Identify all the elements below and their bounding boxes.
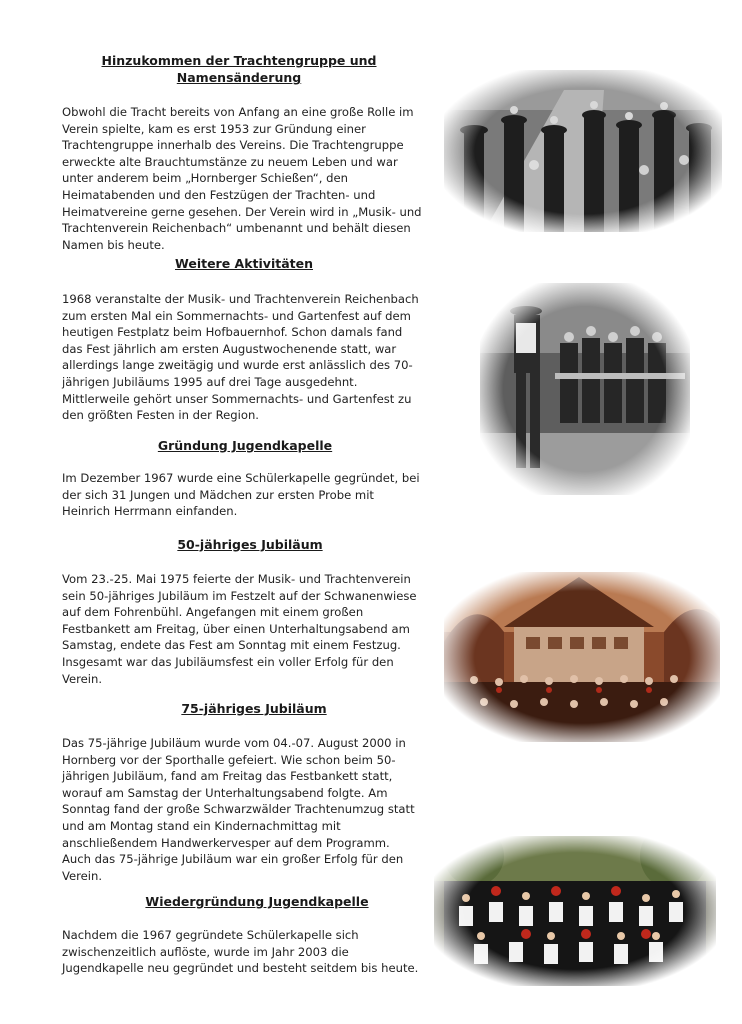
heading-75-jubilaeum: 75-jähriges Jubiläum: [181, 701, 327, 716]
paragraph-75-jubilaeum: Das 75-jährige Jubiläum wurde vom 04.-07. August 2000 in Hornberg vor der Sporthalle gefeiert. Wie schon beim 50-jährigen Jubiläum, fand am Freitag das Festbankett statt, worauf am Samstag der Unterhaltungsabend folgte. Am Sonntag fand der große Schwarzwälder Trachtenumzug statt und am Montag stand ein Kindernachmittag mit anschließendem Handwerkervesper auf dem Programm. Auch das 75-jährige Jubiläum war ein großer Erfolg für den Verein.: [62, 736, 415, 883]
heading-wiedergruendung-jugendkapelle: Wiedergründung Jugendkapelle: [145, 894, 369, 909]
heading-weitere-aktivitaeten: Weitere Aktivitäten: [175, 256, 313, 271]
paragraph-wiedergruendung-jugendkapelle: Nachdem die 1967 gegründete Schülerkapelle sich zwischenzeitlich auflöste, wurde im Jahr 2003 die Jugendkapelle neu gegründet und besteht seitdem bis heute.: [62, 928, 419, 976]
paragraph-gruendung-jugendkapelle: Im Dezember 1967 wurde eine Schülerkapelle gegründet, bei der sich 31 Jungen und Mädchen zur ersten Probe mit Heinrich Herrmann einfanden.: [62, 471, 420, 519]
paragraph-50-jubilaeum: Vom 23.-25. Mai 1975 feierte der Musik- und Trachtenverein sein 50-jähriges Jubiläum im Festzelt auf der Schwanenwiese auf dem Fohrenbühl. Angefangen mit einem großen Festbankett am Freitag, über einen Unterhaltungsabend am Samstag, endete das Fest am Sonntag mit einem Festzug. Insgesamt war das Jubiläumsfest ein voller Erfolg für den Verein.: [62, 572, 417, 686]
heading-gruendung-jugendkapelle: Gründung Jugendkapelle: [157, 438, 333, 453]
heading-line-2: Namensänderung: [176, 70, 302, 85]
photo-50-jubilaeum-gruppe: [444, 572, 720, 742]
heading-line-1: Hinzukommen der Trachtengruppe und: [101, 53, 377, 68]
heading-trachtengruppe: [60, 52, 418, 86]
heading-50-jubilaeum: 50-jähriges Jubiläum: [177, 537, 323, 552]
photo-kapelle-gruppe-farbig: [434, 836, 716, 986]
photo-trachtengruppe-parade: [444, 70, 722, 232]
photo-kapelle-dirigent: [480, 283, 690, 495]
paragraph-weitere-aktivitaeten: 1968 veranstalte der Musik- und Trachtenverein Reichenbach zum ersten Mal ein Sommernachts- und Gartenfest auf dem heutigen Festplatz beim Hofbauernhof. Schon damals fand das Fest jährlich am ersten Augustwochenende statt, war allerdings lange zweitägig und wurde erst anlässlich des 70-jährigen Jubiläums 1995 auf drei Tage ausgedehnt. Mittlerweile gehört unser Sommernachts- und Gartenfest zu den größten Festen in der Region.: [62, 292, 419, 423]
paragraph-trachtengruppe: Obwohl die Tracht bereits von Anfang an eine große Rolle im Verein spielte, kam es erst 1953 zur Gründung einer Trachtengruppe innerhalb des Vereins. Die Trachtengruppe erweckte alte Brauchtumstänze zu neuem Leben und war unter anderem beim „Hornberger Schießen“, den Heimatabenden und den Festzügen der Trachten- und Heimatvereine gerne gesehen. Der Verein wird in „Musik- und Trachtenverein Reichenbach“ umbenannt und behält diesen Namen bis heute.: [62, 105, 422, 252]
